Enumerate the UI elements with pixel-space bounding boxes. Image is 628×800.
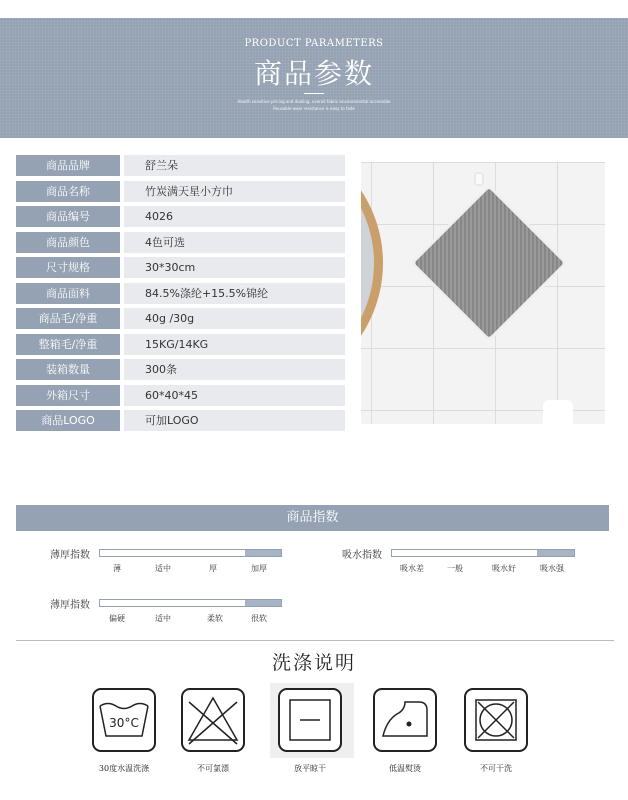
banner-title-en: PRODUCT PARAMETERS xyxy=(244,38,384,49)
table-row xyxy=(16,257,345,278)
bottle-image xyxy=(543,400,573,424)
scale-tick: 加厚 xyxy=(251,564,267,573)
scale-label: 薄厚指数 xyxy=(50,600,90,611)
table-row xyxy=(16,155,345,176)
param-label: 商品编号 xyxy=(16,206,120,227)
table-row xyxy=(16,334,345,355)
scale-tick: 适中 xyxy=(155,614,171,623)
param-value: 40g /30g xyxy=(124,308,345,329)
no-bleach-icon xyxy=(181,688,245,752)
param-value: 舒兰朵 xyxy=(124,155,345,176)
scale-tick: 吸水差 xyxy=(400,564,424,573)
section-divider xyxy=(16,640,614,641)
table-row xyxy=(16,232,345,253)
banner-subtext-2: Reusable wear resistance is easy to fade xyxy=(273,106,355,111)
param-value: 可加LOGO xyxy=(124,410,345,431)
scale-tick: 柔软 xyxy=(207,614,223,623)
banner-subtext-1: Health sensitive pricing and dealing, overall fabric environmental accessible xyxy=(237,99,391,104)
scale-tick: 很软 xyxy=(251,614,267,623)
param-value: 4026 xyxy=(124,206,345,227)
table-row xyxy=(16,308,345,329)
param-label: 尺寸规格 xyxy=(16,257,120,278)
hook-icon xyxy=(474,172,484,186)
param-label: 外箱尺寸 xyxy=(16,385,120,406)
header-banner xyxy=(0,18,628,138)
param-label: 商品品牌 xyxy=(16,155,120,176)
banner-divider xyxy=(304,93,324,94)
scale-label: 薄厚指数 xyxy=(50,550,90,561)
table-row xyxy=(16,283,345,304)
table-row xyxy=(16,181,345,202)
scale-tick: 薄 xyxy=(113,564,121,573)
softness-scale xyxy=(99,599,282,607)
scale-tick: 一般 xyxy=(447,564,463,573)
care-label: 低温熨烫 xyxy=(389,764,421,773)
care-label: 不可氯漂 xyxy=(197,764,229,773)
table-row xyxy=(16,206,345,227)
index-section-header: 商品指数 xyxy=(16,505,609,531)
param-label: 商品名称 xyxy=(16,181,120,202)
absorbency-scale xyxy=(391,549,575,557)
banner-title-zh: 商品参数 xyxy=(253,57,374,90)
thickness-scale xyxy=(99,549,282,557)
table-row xyxy=(16,359,345,380)
param-value: 4色可选 xyxy=(124,232,345,253)
no-dry-clean-icon xyxy=(464,688,528,752)
scale-tick: 适中 xyxy=(155,564,171,573)
washing-title: 洗涤说明 xyxy=(271,652,356,674)
param-label: 商品LOGO xyxy=(16,410,120,431)
scale-tick: 偏硬 xyxy=(109,614,125,623)
table-row xyxy=(16,410,345,431)
scale-fill xyxy=(537,550,574,556)
iron-low-icon xyxy=(373,688,437,752)
param-label: 整箱毛/净重 xyxy=(16,334,120,355)
care-label: 30度水温洗涤 xyxy=(98,764,150,773)
scale-fill xyxy=(245,550,281,556)
dry-flat-icon xyxy=(278,688,342,752)
scale-tick: 厚 xyxy=(209,564,217,573)
scale-tick: 吸水好 xyxy=(492,564,516,573)
scale-fill xyxy=(245,600,281,606)
wash-30-icon xyxy=(92,688,156,752)
param-label: 商品毛/净重 xyxy=(16,308,120,329)
param-value: 15KG/14KG xyxy=(124,334,345,355)
param-value: 84.5%涤纶+15.5%锦纶 xyxy=(124,283,345,304)
care-label: 不可干洗 xyxy=(480,764,512,773)
param-label: 装箱数量 xyxy=(16,359,120,380)
param-value: 竹炭满天星小方巾 xyxy=(124,181,345,202)
param-value: 300条 xyxy=(124,359,345,380)
param-label: 商品面料 xyxy=(16,283,120,304)
wash-temperature: 30°C xyxy=(109,716,139,730)
care-label: 放平晾干 xyxy=(294,764,326,773)
parameter-table xyxy=(16,155,345,436)
scale-tick: 吸水强 xyxy=(540,564,564,573)
scale-label: 吸水指数 xyxy=(342,550,382,561)
param-value: 60*40*45 xyxy=(124,385,345,406)
param-value: 30*30cm xyxy=(124,257,345,278)
table-row xyxy=(16,385,345,406)
product-photo xyxy=(361,162,605,424)
param-label: 商品颜色 xyxy=(16,232,120,253)
